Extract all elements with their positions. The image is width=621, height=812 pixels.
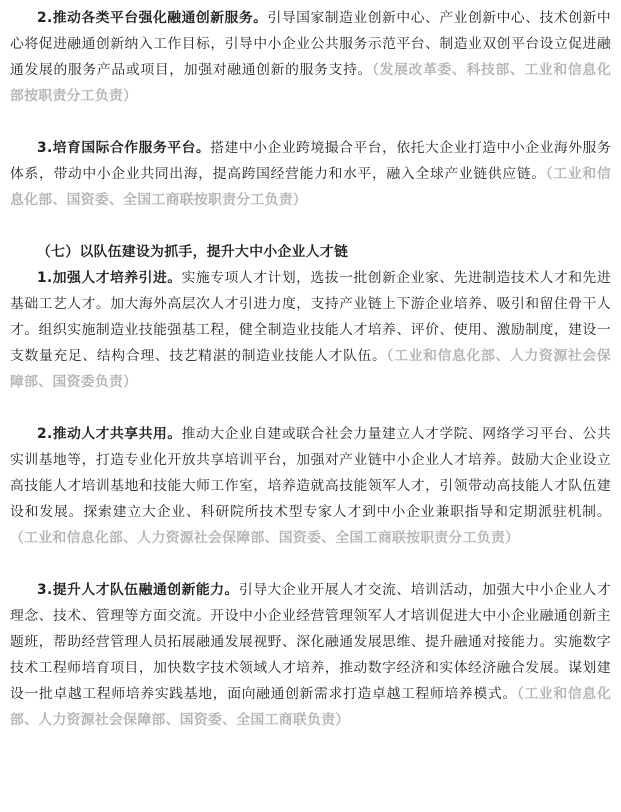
paragraph-body: 推动大企业自建或联合社会力量建立人才学院、网络学习平台、公共实训基地等，打造专业化开放共享培训平台，加强对产业链中小企业人才培养。鼓励大企业设立高技能人才培训基地和技能大师工作室，培养造就高技能领军人才，引领带动高技能人才队伍建设和发展。探索建立大企业、科研院所技术型专家人才到中小企业兼职指导和定期派驻机制。 bbox=[10, 426, 611, 520]
paragraph-talent-innovation bbox=[10, 577, 611, 733]
paragraph-talent-sharing bbox=[10, 421, 611, 551]
paragraph-lead: 1.加强人才培养引进。 bbox=[37, 270, 182, 286]
responsibility-note: （发展改革委、科技部、工业和信息化部按职责分工负责） bbox=[10, 62, 611, 104]
paragraph-lead: 3.提升人才队伍融通创新能力。 bbox=[37, 582, 239, 598]
paragraph-platform-services bbox=[10, 5, 611, 109]
paragraph-body: 引导大企业开展人才交流、培训活动，加强大中小企业人才理念、技术、管理等方面交流。开设中小企业经营管理领军人才培训促进大中小企业融通创新主题班，帮助经营管理人员拓展融通发展视野、深化融通发展思维、提升融通对接能力。实施数字技术工程师培育项目，加快数字技术领域人才培养，推动数字经济和实体经济融合发展。谋划建设一批卓越工程师培养实践基地，面向融通创新需求打造卓越工程师培养模式。 bbox=[10, 582, 611, 702]
paragraph-international-platform bbox=[10, 135, 611, 213]
paragraph-talent-training bbox=[10, 265, 611, 395]
paragraph-lead: 2.推动各类平台强化融通创新服务。 bbox=[37, 10, 268, 26]
paragraph-body: 搭建中小企业跨境撮合平台，依托大企业打造中小企业海外服务体系，带动中小企业共同出海，提高跨国经营能力和水平，融入全球产业链供应链。 bbox=[10, 140, 611, 182]
paragraph-lead: 3.培育国际合作服务平台。 bbox=[37, 140, 211, 156]
responsibility-note: （工业和信息化部、人力资源社会保障部、国资委负责） bbox=[10, 348, 611, 390]
paragraph-body: 引导国家制造业创新中心、产业创新中心、技术创新中心将促进融通创新纳入工作目标，引导中小企业公共服务示范平台、制造业双创平台设立促进融通发展的服务产品或项目，加强对融通创新的服务支持。 bbox=[10, 10, 611, 78]
responsibility-note: （工业和信息化部、国资委、全国工商联按职责分工负责） bbox=[10, 166, 611, 208]
section-heading: （七）以队伍建设为抓手，提升大中小企业人才链 bbox=[37, 244, 349, 260]
paragraph-lead: 2.推动人才共享共用。 bbox=[37, 426, 182, 442]
responsibility-note: （工业和信息化部、人力资源社会保障部、国资委、全国工商联负责） bbox=[10, 686, 611, 728]
paragraph-body: 实施专项人才计划，选拔一批创新企业家、先进制造技术人才和先进基础工艺人才。加大海外高层次人才引进力度，支持产业链上下游企业培养、吸引和留住骨干人才。组织实施制造业技能强基工程，健全制造业技能人才培养、评价、使用、激励制度，建设一支数量充足、结构合理、技艺精湛的制造业技能人才队伍。 bbox=[10, 270, 611, 364]
responsibility-note: （工业和信息化部、人力资源社会保障部、国资委、全国工商联按职责分工负责） bbox=[10, 530, 520, 546]
